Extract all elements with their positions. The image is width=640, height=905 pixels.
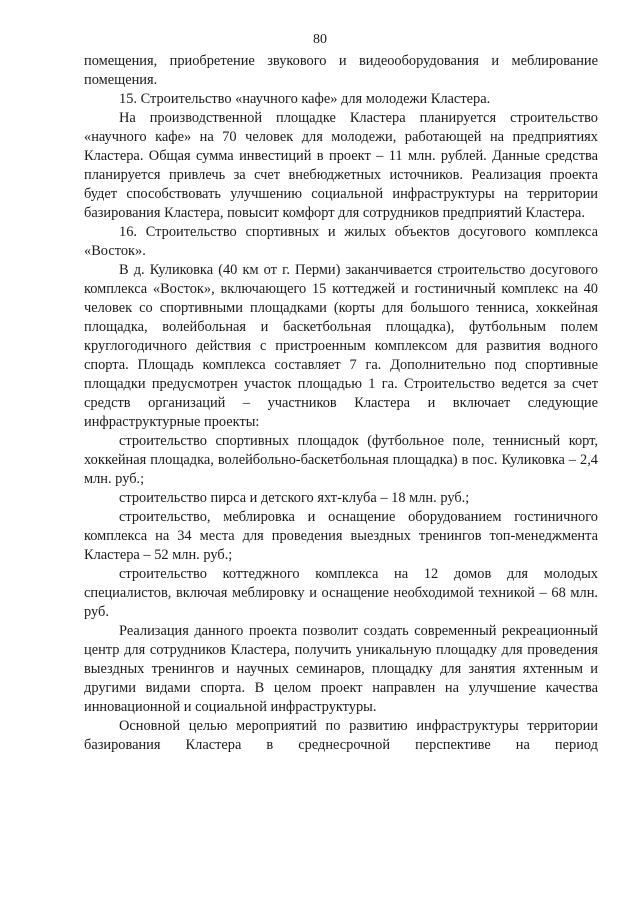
paragraph-main-goal: Основной целью мероприятий по развитию инфраструктуры территории базирования Кластера в среднесрочной перспективе на период bbox=[84, 718, 598, 753]
paragraph-project-outcome: Реализация данного проекта позволит создать современный рекреационный центр для сотрудников Кластера, получить уникальную площадку для проведения выездных тренингов и научных семинаров, площадку для занятия яхтенным и другими видами спорта. В целом проект направлен на улучшение качества инновационной и социальной инфраструктуры. bbox=[84, 623, 598, 715]
list-item-sports-grounds: строительство спортивных площадок (футбольное поле, теннисный корт, хоккейная площадка, волейбольно-баскетбольная площадка) в пос. Куликовка – 2,4 млн. руб.; bbox=[84, 433, 598, 487]
section-heading-15: 15. Строительство «научного кафе» для молодежи Кластера. bbox=[119, 91, 491, 107]
document-body bbox=[84, 52, 598, 755]
paragraph-continuation: помещения, приобретение звукового и видеооборудования и меблирование помещения. bbox=[84, 53, 598, 88]
paragraph-science-cafe: На производственной площадке Кластера планируется строительство «научного кафе» на 70 человек для молодежи, работающей на предприятиях Кластера. Общая сумма инвестиций в проект – 11 млн. рублей. Данные средства планируется привлечь за счет внебюджетных источников. Реализация проекта будет способствовать улучшению социальной инфраструктуры на территории базирования Кластера, повысит комфорт для сотрудников предприятий Кластера. bbox=[84, 110, 598, 221]
page-number: 80 bbox=[313, 32, 327, 47]
section-heading-16: 16. Строительство спортивных и жилых объектов досугового комплекса «Восток». bbox=[84, 224, 598, 259]
list-item-hotel-complex: строительство, меблировка и оснащение оборудованием гостиничного комплекса на 34 места для проведения выездных тренингов топ-менеджмента Кластера – 52 млн. руб.; bbox=[84, 509, 598, 563]
list-item-pier-yacht-club: строительство пирса и детского яхт-клуба – 18 млн. руб.; bbox=[119, 490, 470, 506]
paragraph-vostok-complex: В д. Куликовка (40 км от г. Перми) заканчивается строительство досугового комплекса «Восток», включающего 15 коттеджей и гостиничный комплекс на 40 человек со спортивными площадками (корты для большого тенниса, хоккейная площадка, волейбольная и баскетбольная площадка), футбольным полем круглогодичного действия с пристроенным комплексом для развития водного спорта. Площадь комплекса составляет 7 га. Дополнительно под спортивные площадки предусмотрен участок площадью 1 га. Строительство ведется за счет средств организаций – участников Кластера и включает следующие инфраструктурные проекты: bbox=[84, 262, 598, 430]
list-item-cottage-complex: строительство коттеджного комплекса на 12 домов для молодых специалистов, включая меблировку и оснащение необходимой техникой – 68 млн. руб. bbox=[84, 566, 598, 620]
